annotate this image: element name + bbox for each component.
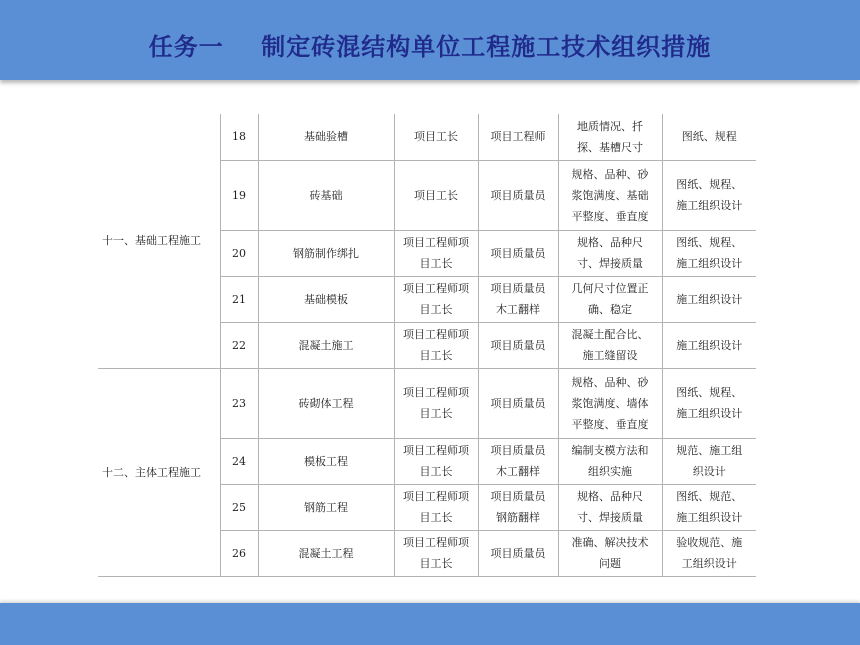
work-item: 砖砌体工程 — [258, 368, 394, 438]
basis-cell-line: 施工组织设计 — [676, 511, 743, 524]
basis-cell — [662, 484, 756, 530]
basis-cell — [662, 438, 756, 484]
inspector-cell — [478, 368, 558, 438]
organizer-cell — [394, 160, 478, 230]
content-cell-line: 规格、品种、砂 — [571, 375, 649, 389]
basis-cell — [662, 276, 756, 322]
footer-bar — [0, 603, 860, 645]
inspector-cell-line: 木工翻样 — [496, 465, 540, 478]
inspector-cell-line: 项目质量员 — [490, 282, 546, 295]
organizer-cell-line: 目工长 — [419, 303, 453, 316]
work-item: 模板工程 — [258, 438, 394, 484]
organizer-cell-line: 项目工程师项 — [403, 490, 469, 503]
row-number: 23 — [220, 368, 258, 438]
basis-cell-line: 施工组织设计 — [676, 407, 743, 420]
organizer-cell — [394, 114, 478, 160]
content-cell-line: 寸、焊接质量 — [577, 511, 643, 524]
content-cell-line: 平整度、垂直度 — [571, 209, 649, 223]
organizer-cell — [394, 276, 478, 322]
row-number: 21 — [220, 276, 258, 322]
content-cell-line: 准确、解决技术 — [571, 536, 649, 549]
organizer-cell-line: 目工长 — [419, 511, 453, 524]
basis-cell-line: 施工组织设计 — [676, 338, 743, 352]
basis-cell — [662, 230, 756, 276]
basis-cell-line: 验收规范、施 — [676, 536, 743, 549]
table-row — [98, 114, 756, 160]
basis-cell-line: 施工组织设计 — [676, 257, 743, 270]
content-cell — [558, 276, 662, 322]
row-number: 18 — [220, 114, 258, 160]
inspector-cell — [478, 484, 558, 530]
basis-cell-line: 图纸、规程、 — [676, 178, 743, 191]
work-item: 混凝土工程 — [258, 530, 394, 576]
basis-cell — [662, 160, 756, 230]
basis-cell-line: 规范、施工组 — [676, 444, 743, 457]
inspector-cell-line: 木工翻样 — [496, 303, 540, 316]
content-cell-line: 混凝土配合比、 — [571, 328, 649, 341]
slide-title: 任务一 制定砖混结构单位工程施工技术组织措施 — [148, 33, 712, 61]
work-item: 基础验槽 — [258, 114, 394, 160]
row-number: 25 — [220, 484, 258, 530]
basis-cell-line: 施工组织设计 — [676, 292, 743, 306]
organizer-cell-line: 目工长 — [419, 465, 453, 478]
content-cell — [558, 160, 662, 230]
content-cell-line: 寸、焊接质量 — [577, 257, 643, 270]
inspector-cell-line: 项目质量员 — [490, 546, 546, 560]
row-number: 24 — [220, 438, 258, 484]
basis-cell-line: 施工组织设计 — [676, 199, 743, 212]
inspector-cell-line: 项目工程师 — [490, 130, 546, 144]
row-number: 20 — [220, 230, 258, 276]
content-cell-line: 浆饱满度、基础 — [571, 188, 649, 202]
inspector-cell — [478, 160, 558, 230]
inspector-cell-line: 项目质量员 — [490, 338, 546, 352]
organizer-cell-line: 项目工程师项 — [403, 236, 469, 249]
work-item: 钢筋工程 — [258, 484, 394, 530]
basis-cell-line: 图纸、规程、 — [676, 236, 743, 249]
inspector-cell — [478, 276, 558, 322]
content-cell-line: 确、稳定 — [588, 303, 632, 316]
content-cell-line: 问题 — [599, 557, 621, 570]
content-cell — [558, 368, 662, 438]
task-table — [98, 114, 756, 577]
content-cell-line: 地质情况、扦 — [577, 119, 643, 133]
organizer-cell — [394, 322, 478, 368]
organizer-cell-line: 目工长 — [419, 407, 453, 420]
content-cell-line: 平整度、垂直度 — [571, 417, 649, 431]
content-cell — [558, 438, 662, 484]
organizer-cell-line: 项目工长 — [414, 188, 458, 202]
organizer-cell-line: 项目工程师项 — [403, 328, 469, 341]
basis-cell-line: 织设计 — [692, 465, 726, 478]
content-cell-line: 规格、品种尺 — [577, 236, 643, 249]
work-item: 混凝土施工 — [258, 322, 394, 368]
basis-cell — [662, 114, 756, 160]
content-cell — [558, 530, 662, 576]
organizer-cell-line: 项目工长 — [414, 130, 458, 144]
organizer-cell-line: 目工长 — [419, 349, 453, 362]
organizer-cell-line: 项目工程师项 — [403, 282, 469, 295]
inspector-cell-line: 钢筋翻样 — [496, 511, 540, 524]
table-row — [98, 368, 756, 438]
basis-cell-line: 图纸、规程 — [681, 130, 737, 144]
row-number: 22 — [220, 322, 258, 368]
organizer-cell-line: 目工长 — [419, 557, 453, 570]
content-cell — [558, 484, 662, 530]
inspector-cell — [478, 114, 558, 160]
inspector-cell-line: 项目质量员 — [490, 490, 546, 503]
content-cell-line: 组织实施 — [588, 465, 632, 478]
basis-cell — [662, 530, 756, 576]
basis-cell — [662, 368, 756, 438]
organizer-cell-line: 项目工程师项 — [403, 536, 469, 549]
work-item: 砖基础 — [258, 160, 394, 230]
basis-cell-line: 工组织设计 — [681, 557, 737, 570]
organizer-cell — [394, 438, 478, 484]
organizer-cell-line: 目工长 — [419, 257, 453, 270]
organizer-cell-line: 项目工程师项 — [403, 444, 469, 457]
inspector-cell-line: 项目质量员 — [490, 188, 546, 202]
inspector-cell-line: 项目质量员 — [490, 396, 546, 410]
inspector-cell-line: 项目质量员 — [490, 444, 546, 457]
basis-cell-line: 图纸、规程、 — [676, 386, 743, 399]
organizer-cell — [394, 530, 478, 576]
basis-cell — [662, 322, 756, 368]
section-label: 十一、基础工程施工 — [98, 114, 220, 368]
inspector-cell-line: 项目质量员 — [490, 246, 546, 260]
content-cell-line: 规格、品种、砂 — [571, 167, 649, 181]
work-item: 基础模板 — [258, 276, 394, 322]
row-number: 19 — [220, 160, 258, 230]
content-cell — [558, 114, 662, 160]
content-cell-line: 施工缝留设 — [582, 349, 638, 362]
content-cell — [558, 322, 662, 368]
inspector-cell — [478, 530, 558, 576]
organizer-cell — [394, 484, 478, 530]
organizer-cell — [394, 230, 478, 276]
row-number: 26 — [220, 530, 258, 576]
inspector-cell — [478, 438, 558, 484]
section-label: 十二、主体工程施工 — [98, 368, 220, 576]
basis-cell-line: 图纸、规范、 — [676, 490, 743, 503]
content-cell — [558, 230, 662, 276]
organizer-cell-line: 项目工程师项 — [403, 386, 469, 399]
content-cell-line: 规格、品种尺 — [577, 490, 643, 503]
content-cell-line: 探、基槽尺寸 — [577, 140, 643, 154]
content-cell-line: 编制支模方法和 — [571, 444, 649, 457]
inspector-cell — [478, 322, 558, 368]
inspector-cell — [478, 230, 558, 276]
work-item: 钢筋制作绑扎 — [258, 230, 394, 276]
content-cell-line: 浆饱满度、墙体 — [571, 396, 649, 410]
content-cell-line: 几何尺寸位置正 — [571, 282, 649, 295]
organizer-cell — [394, 368, 478, 438]
